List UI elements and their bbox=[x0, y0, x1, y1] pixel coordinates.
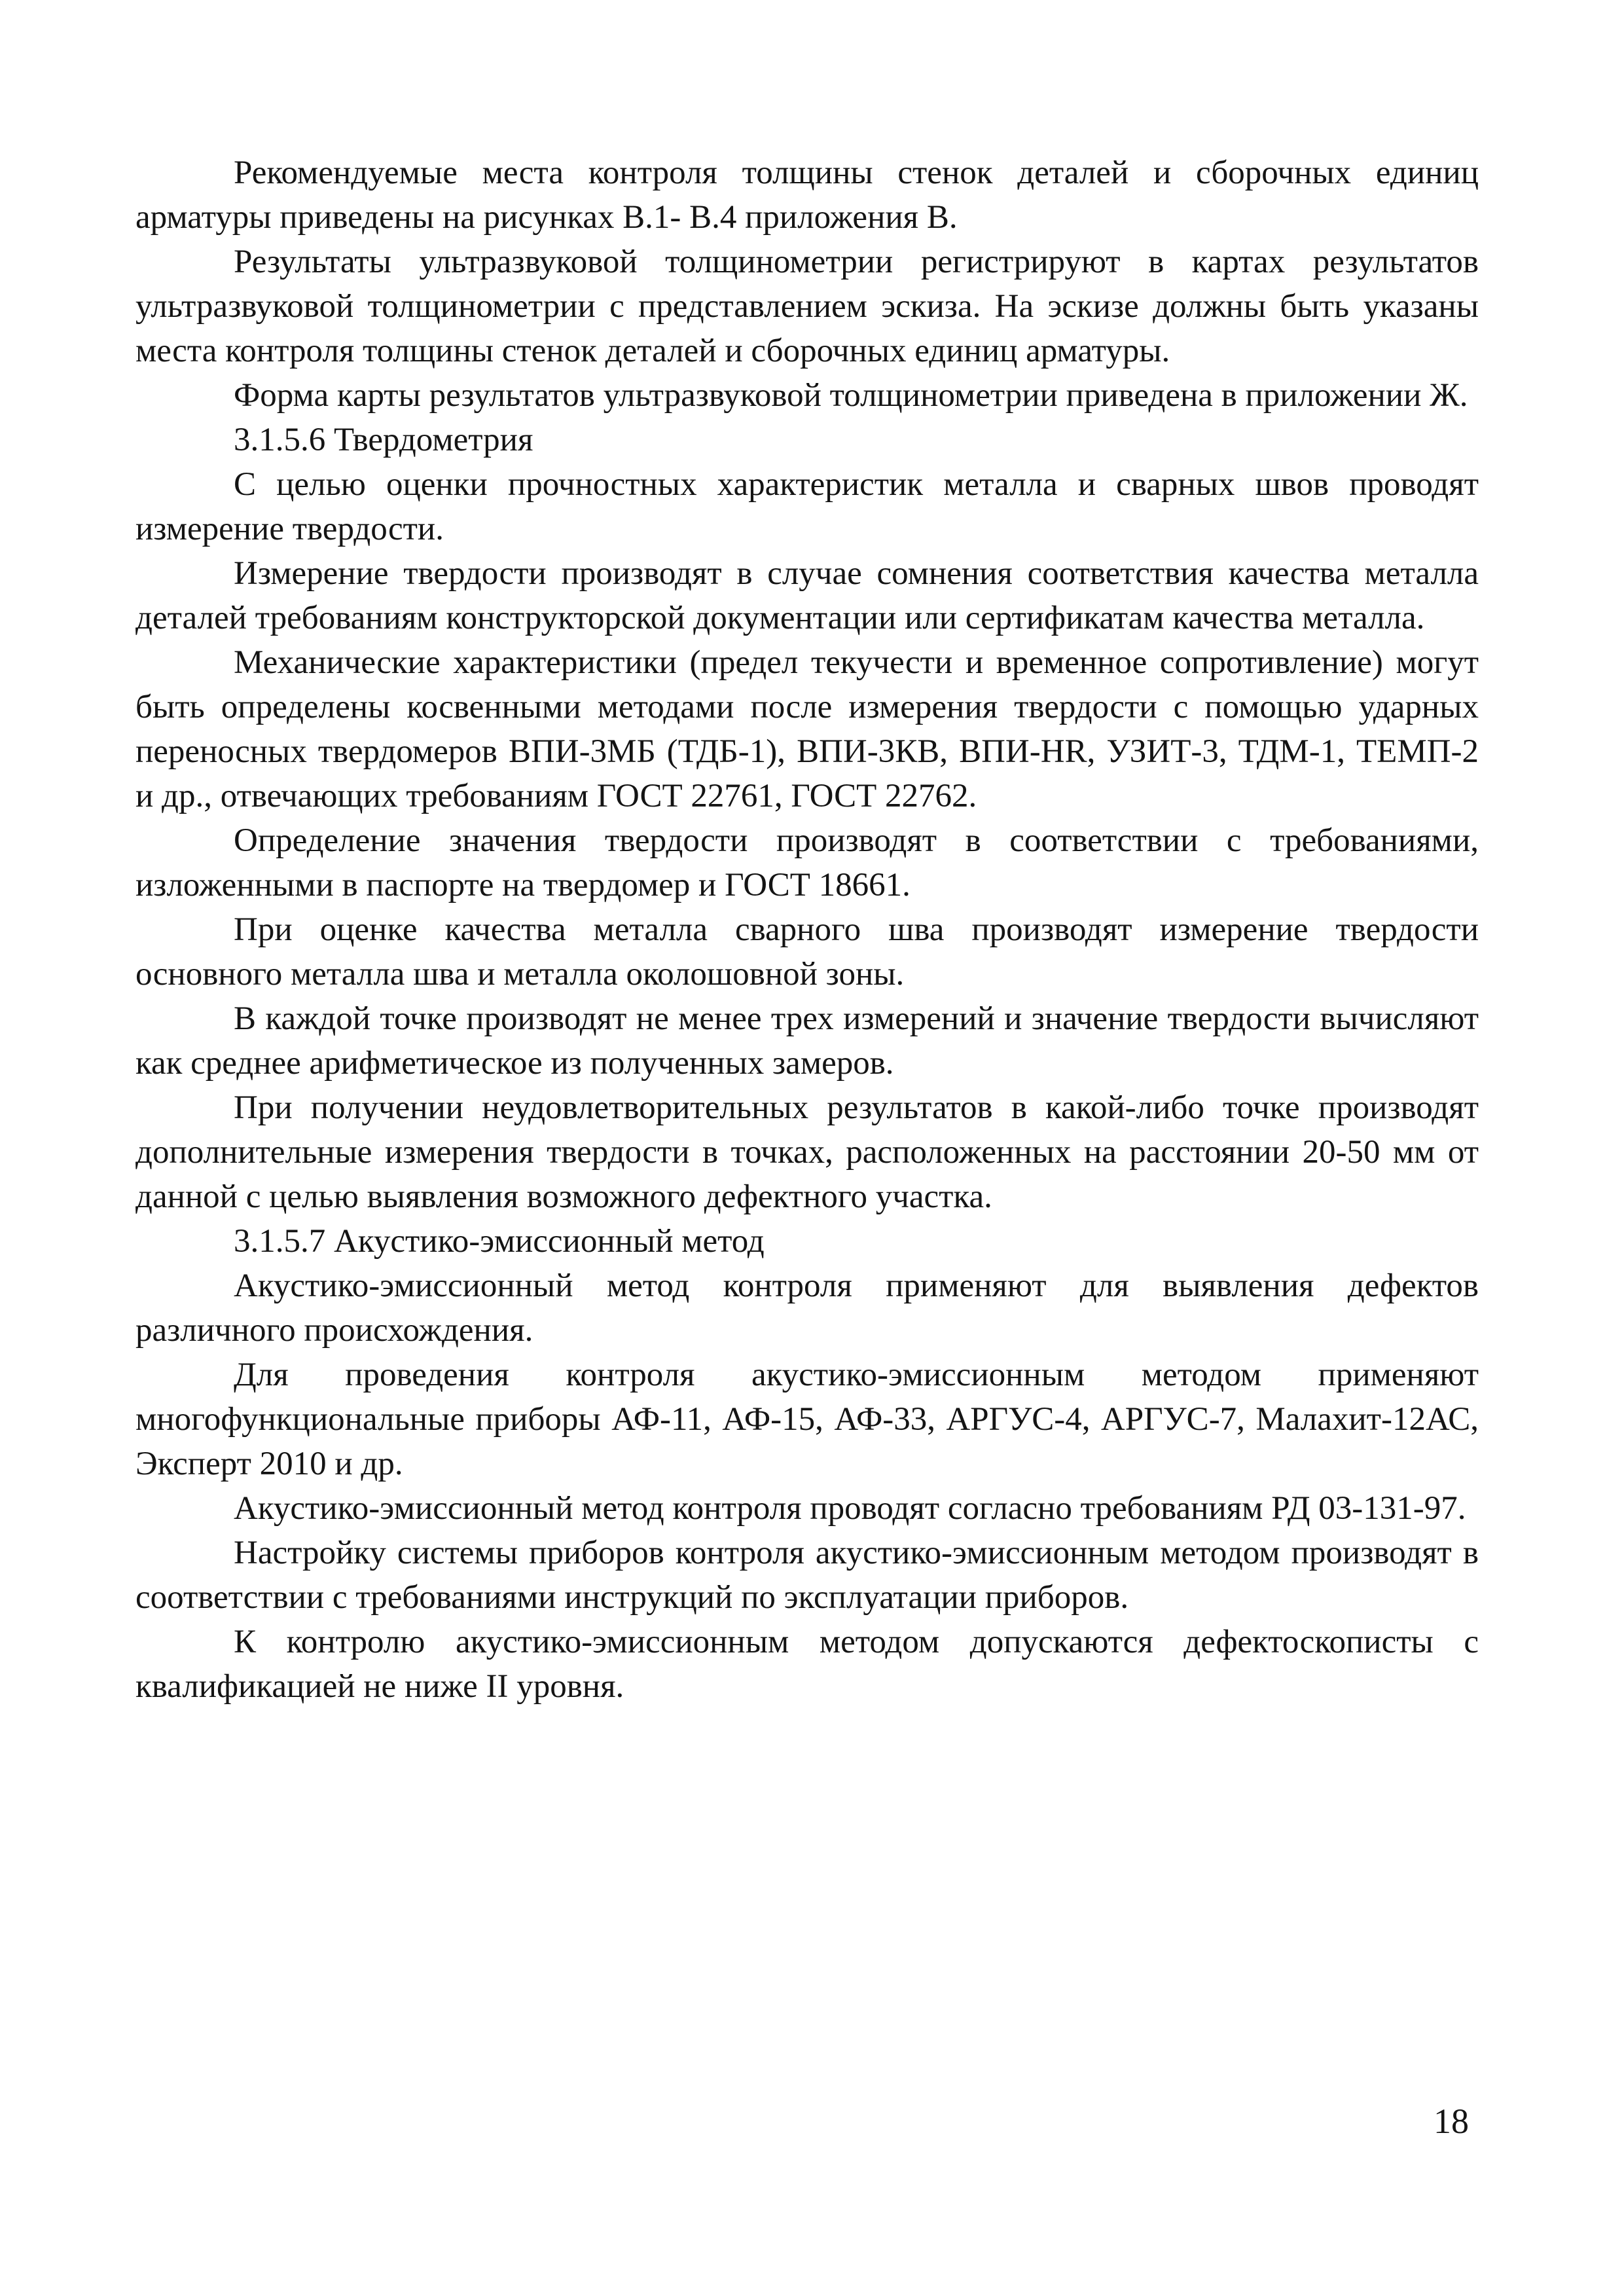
paragraph-ae-requirements: Акустико-эмиссионный метод контроля проводят согласно требованиям РД 03-131-97. bbox=[234, 1490, 1466, 1527]
paragraph-measurement-points: В каждой точке производят не менее трех измерений и значение твердости вычисляют как среднее арифметическое из полученных замеров. bbox=[135, 1000, 1479, 1082]
body-text bbox=[135, 151, 1479, 1709]
paragraph-weld-assessment: При оценке качества металла сварного шва производят измерение твердости основного металла шва и металла околошовной зоны. bbox=[135, 911, 1479, 993]
paragraph-ultrasonic-results: Результаты ультразвуковой толщинометрии регистрируют в картах результатов ультразвуковой толщинометрии с представлением эскиза. На эскизе должны быть указаны места контроля толщины стенок деталей и сборочных единиц арматуры. bbox=[135, 244, 1479, 369]
paragraph-control-locations: Рекомендуемые места контроля толщины стенок деталей и сборочных единиц арматуры приведены на рисунках В.1- В.4 приложения В. bbox=[135, 155, 1479, 236]
paragraph-ae-setup: Настройку системы приборов контроля акустико-эмиссионным методом производят в соответствии с требованиями инструкций по эксплуатации приборов. bbox=[135, 1535, 1479, 1616]
paragraph-ae-personnel: К контролю акустико-эмиссионным методом допускаются дефектоскописты с квалификацией не ниже II уровня. bbox=[135, 1624, 1479, 1705]
paragraph-unsatisfactory-results: При получении неудовлетворительных результатов в какой-либо точке производят дополнительные измерения твердости в точках, расположенных на расстоянии 20-50 мм от данной с целью выявления возможного дефектного участка. bbox=[135, 1089, 1479, 1215]
page-number: 18 bbox=[1434, 2102, 1469, 2141]
paragraph-ae-purpose: Акустико-эмиссионный метод контроля применяют для выявления дефектов различного происхождения. bbox=[135, 1267, 1479, 1349]
paragraph-mechanical-characteristics: Механические характеристики (предел текучести и временное сопротивление) могут быть определены косвенными методами после измерения твердости с помощью ударных переносных твердомеров ВПИ-3МБ (ТДБ-1), ВПИ-3КВ, ВПИ-HR, УЗИТ-3, ТДМ-1, ТЕМП-2 и др., отвечающих требованиям ГОСТ 22761, ГОСТ 22762. bbox=[135, 644, 1479, 814]
paragraph-hardness-conditions: Измерение твердости производят в случае сомнения соответствия качества металла деталей требованиям конструкторской документации или сертификатам качества металла. bbox=[135, 555, 1479, 636]
paragraph-hardness-purpose: С целью оценки прочностных характеристик металла и сварных швов проводят измерение твердости. bbox=[135, 466, 1479, 547]
paragraph-map-form: Форма карты результатов ультразвуковой толщинометрии приведена в приложении Ж. bbox=[234, 377, 1468, 414]
paragraph-ae-devices: Для проведения контроля акустико-эмиссионным методом применяют многофункциональные приборы АФ-11, АФ-15, АФ-33, АРГУС-4, АРГУС-7, Малахит-12АС, Эксперт 2010 и др. bbox=[135, 1357, 1479, 1482]
section-heading-hardness: 3.1.5.6 Твердометрия bbox=[234, 422, 533, 458]
section-heading-acoustic-emission: 3.1.5.7 Акустико-эмиссионный метод bbox=[234, 1223, 765, 1260]
paragraph-hardness-determination: Определение значения твердости производят в соответствии с требованиями, изложенными в паспорте на твердомер и ГОСТ 18661. bbox=[135, 822, 1479, 903]
